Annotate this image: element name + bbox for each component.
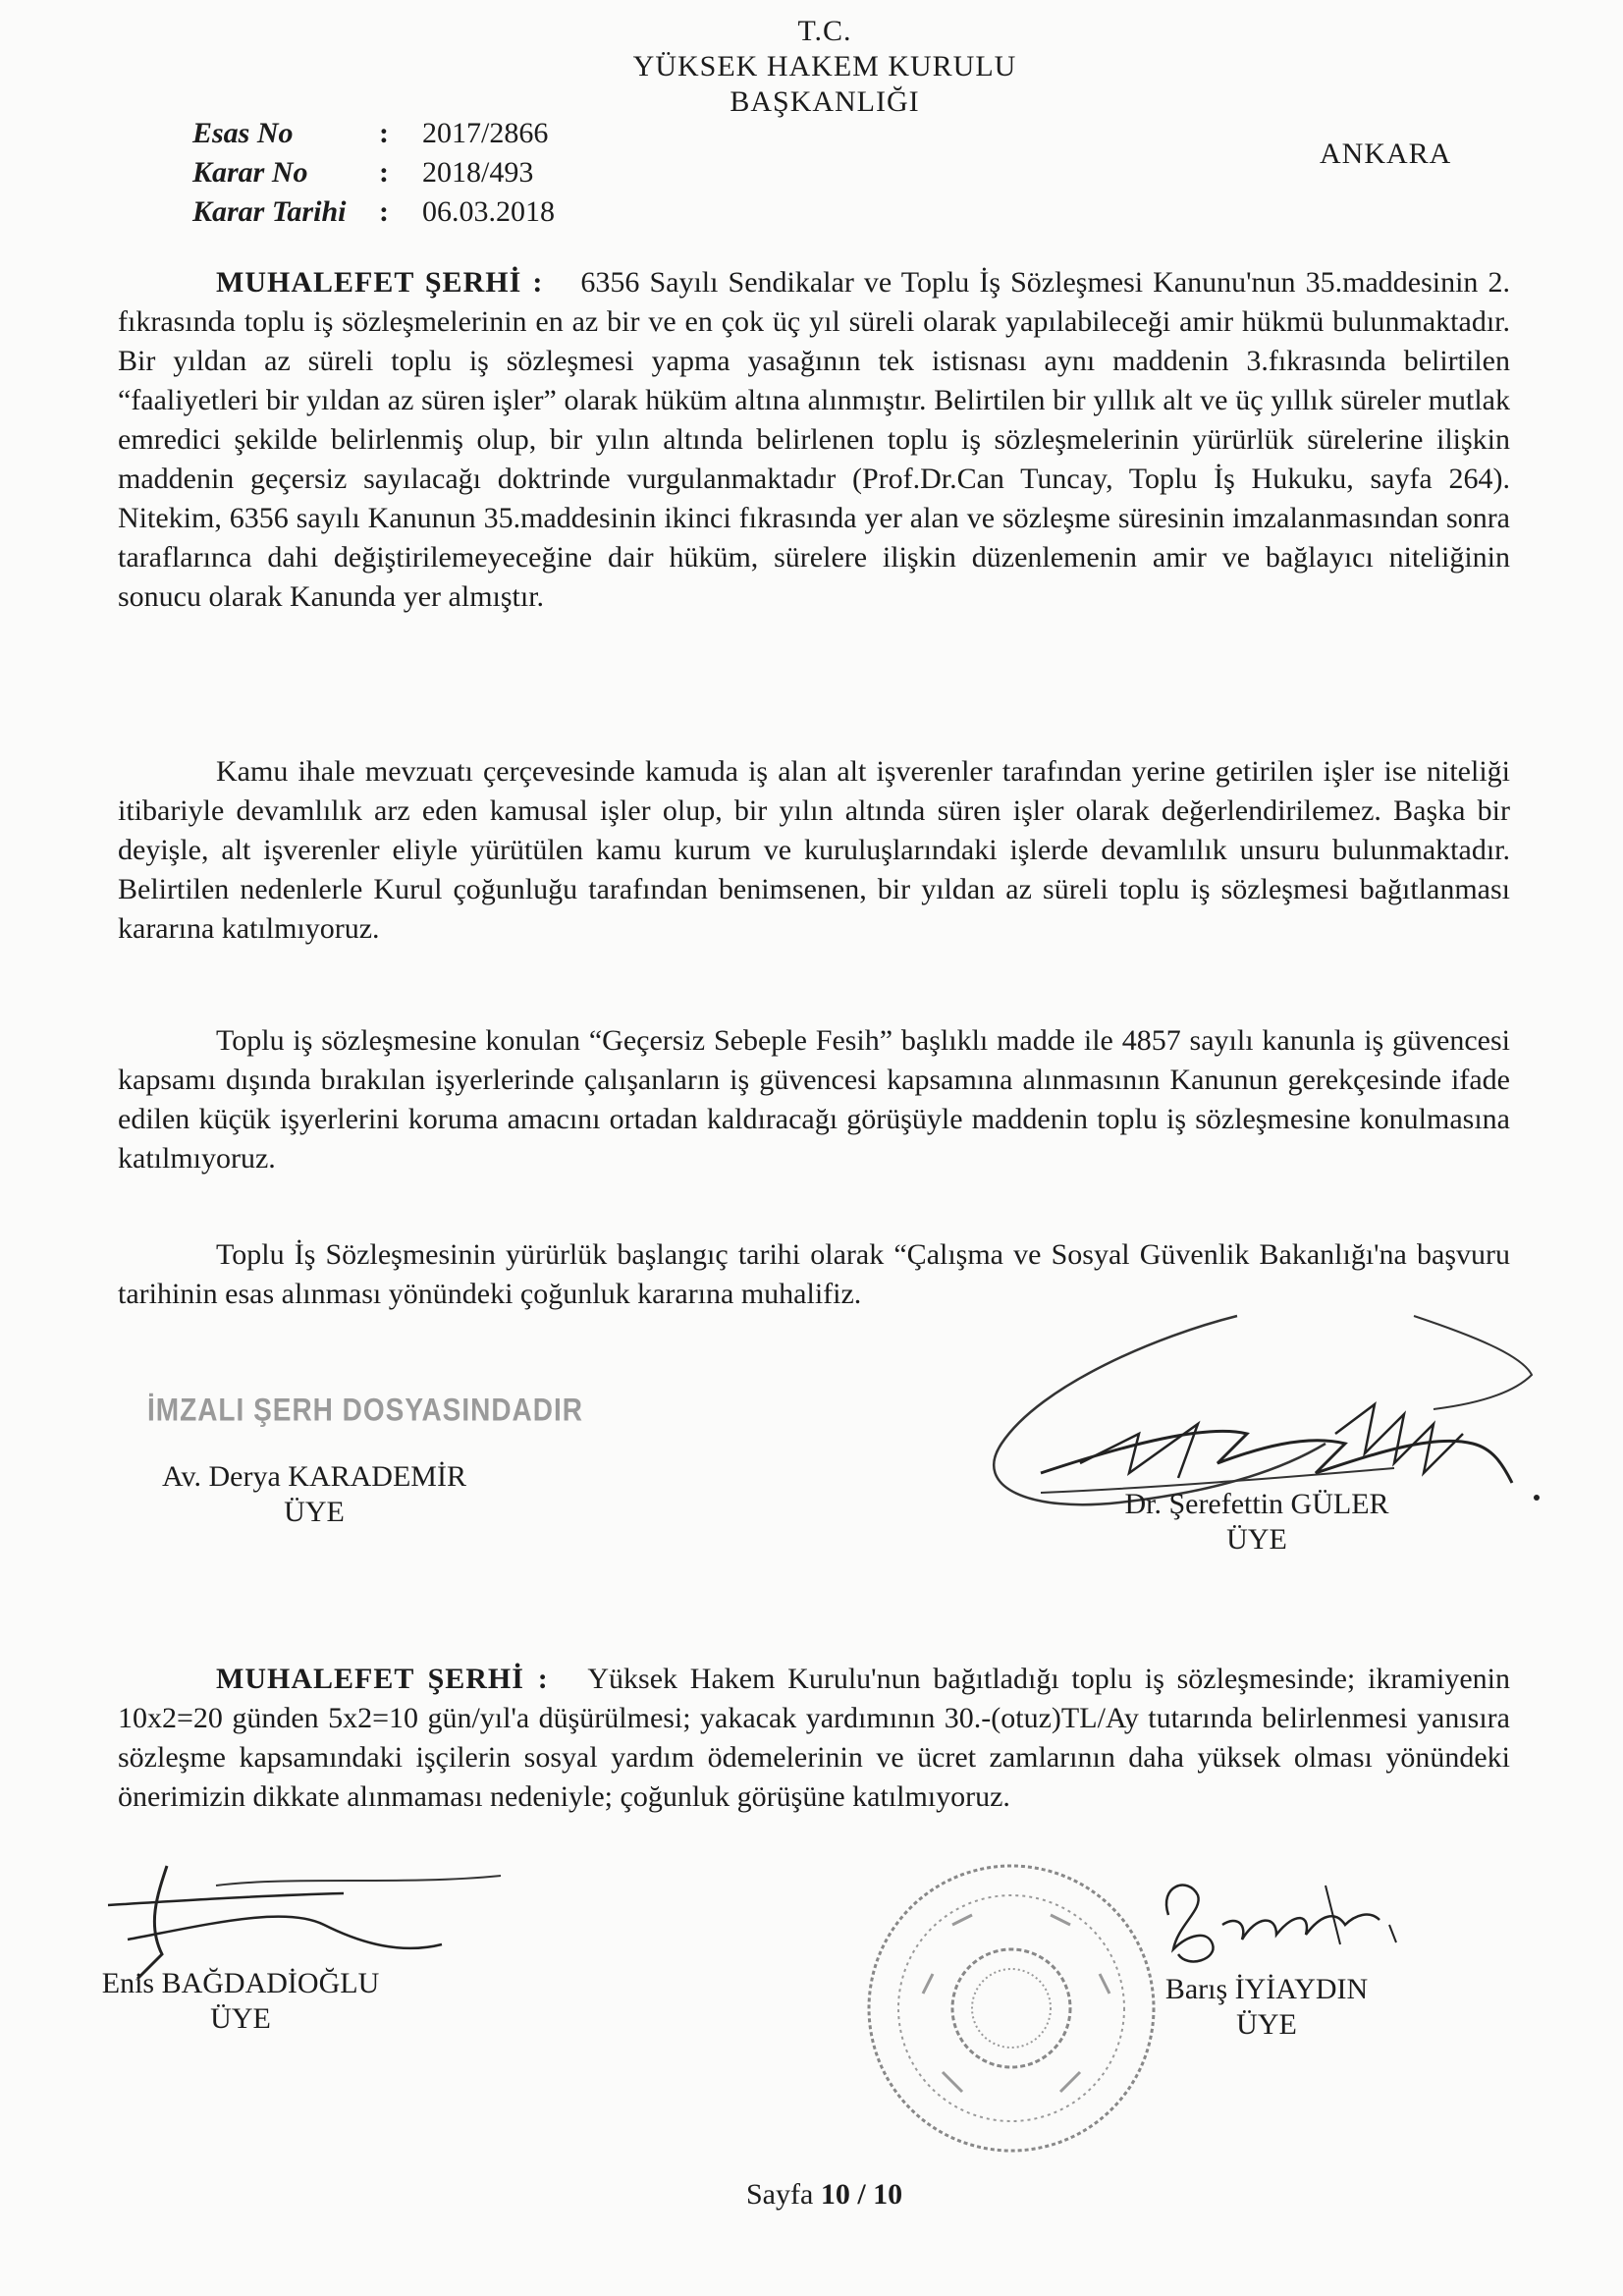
signer-name: Enis BAĞDADİOĞLU <box>101 1967 380 1999</box>
opinion1-paragraph-3: Toplu iş sözleşmesine konulan “Geçersiz Sebeple Fesih” başlıklı madde ile 4857 sayılı kanunla iş güvencesi kapsamı dışında bırakılan işyerlerinde çalışanların iş güvencesi kapsamına alınmasının Kanunun gerekçesinde ifade edilen küçük işyerlerini koruma amacını ortadan kaldıracağı görüşüyle maddenin toplu iş sözleşmesine konulmasına katılmıyoruz. <box>118 1024 1510 1175</box>
header-line-office: BAŞKANLIĞI <box>730 85 920 118</box>
header-line-tc: T.C. <box>797 15 852 47</box>
signed-opinion-stamp: İMZALI ŞERH DOSYASINDADIR <box>147 1392 584 1428</box>
signer-name: Av. Derya KARADEMİR <box>162 1460 466 1493</box>
signature-block-karademir <box>137 1459 491 1530</box>
karar-label: Karar No <box>192 156 308 189</box>
tarih-label: Karar Tarihi <box>192 195 347 228</box>
karar-colon: : <box>379 156 389 189</box>
signer-role: ÜYE <box>284 1496 345 1528</box>
signer-name: Dr. Şerefettin GÜLER <box>1124 1488 1389 1520</box>
signer-role: ÜYE <box>210 2002 271 2035</box>
opinion1-paragraph-4: Toplu İş Sözleşmesinin yürürlük başlangıç tarihi olarak “Çalışma ve Sosyal Güvenlik Bakanlığı'na başvuru tarihinin esas alınması yönündeki çoğunluk kararına muhalifiz. <box>118 1238 1510 1310</box>
opinion1-paragraph-2: Kamu ihale mevzuatı çerçevesinde kamuda iş alan alt işverenler tarafından yerine getirilen işler ise niteliği itibariyle devamlılık arz eden kamusal işler olup, bir yılın altında süren işler olarak değerlendirilemez. Başka bir deyişle, alt işverenler eliyle yürütülen kamu kurum ve kuruluşlarındaki işlerde devamlılık unsuru bulunmaktadır. Belirtilen nedenlerle Kurul çoğunluğu tarafından benimsenen, bir yıldan az süreli toplu iş sözleşmesi bağıtlanması kararına katılmıyoruz. <box>118 755 1510 945</box>
opinion2-p1-text: Yüksek Hakem Kurulu'nun bağıtladığı toplu iş sözleşmesinde; ikramiyenin 10x2=20 günden 5x2=10 gün/yıl'a düşürülmesi; yakacak yardımının 30.-(otuz)TL/Ay tutarında belirlenmesi yanısıra sözleşme kapsamındaki işçilerin sosyal yardım ödemelerinin ve ücret zamlarının daha yüksek olması yönündeki önerimizin dikkate alınmaması nedeniyle; çoğunluk görüşüne katılmıyoruz. <box>118 1663 1510 1813</box>
signature-block-guler <box>1080 1487 1434 1558</box>
signer-role: ÜYE <box>1226 1523 1287 1556</box>
opinion1-paragraph-1 <box>118 263 1510 617</box>
esas-value: 2017/2866 <box>422 117 549 149</box>
tarih-value: 06.03.2018 <box>422 195 555 228</box>
opinion1-title: MUHALEFET ŞERHİ : <box>216 266 544 299</box>
city-label: ANKARA <box>1320 137 1452 170</box>
signature-scribble-iyiaydin <box>1139 1856 1434 1984</box>
tarih-colon: : <box>379 195 389 228</box>
page-value: 10 / 10 <box>820 2178 903 2211</box>
page-number <box>746 2178 902 2212</box>
esas-colon: : <box>379 117 389 149</box>
opinion2-paragraph <box>118 1660 1510 1817</box>
page-label: Sayfa <box>746 2178 814 2211</box>
karar-value: 2018/493 <box>422 156 534 189</box>
esas-row <box>192 114 619 153</box>
opinion2-title: MUHALEFET ŞERHİ : <box>216 1663 549 1695</box>
karar-row <box>192 153 619 192</box>
case-metadata <box>192 114 619 232</box>
opinion1-p1-text: 6356 Sayılı Sendikalar ve Toplu İş Sözleşmesi Kanunu'nun 35.maddesinin 2. fıkrasında toplu iş sözleşmelerinin en az bir ve en çok üç yıl süreli olarak yapılabileceği amir hükmü bulunmaktadır. Bir yıldan az süreli toplu iş sözleşmesi yapma yasağının tek istisnası aynı maddenin 3.fıkrasında belirtilen “faaliyetleri bir yıldan az süren işler” olarak hüküm altına alınmıştır. Belirtilen bir yıllık alt ve üç yıllık süreler mutlak emredici şekilde belirlenmiş olup, bir yılın altında belirlenen toplu iş sözleşmelerinin yürürlük sürelerine ilişkin maddenin geçersiz sayılacağı doktrinde vurgulanmaktadır (Prof.Dr.Can Tuncay, Toplu İş Hukuku, sayfa 264). Nitekim, 6356 sayılı Kanunun 35.maddesinin ikinci fıkrasında yer alan ve sözleşme süresinin imzalanmasından sonra taraflarınca dahi değiştirilemeyeceğine dair hüküm, sürelere ilişkin düzenlemenin amir ve bağlayıcı niteliğinin sonucu olarak Kanunda yer almıştır. <box>118 266 1511 613</box>
signature-block-bagdadioglu <box>79 1966 403 2037</box>
signer-role: ÜYE <box>1236 2008 1297 2041</box>
header-line-institution: YÜKSEK HAKEM KURULU <box>632 50 1017 82</box>
signature-block-iyiaydin <box>1119 1972 1414 2043</box>
signer-name: Barış İYİAYDIN <box>1164 1973 1369 2005</box>
tarih-row <box>192 192 619 232</box>
institution-header <box>550 14 1100 120</box>
esas-label: Esas No <box>192 117 294 149</box>
